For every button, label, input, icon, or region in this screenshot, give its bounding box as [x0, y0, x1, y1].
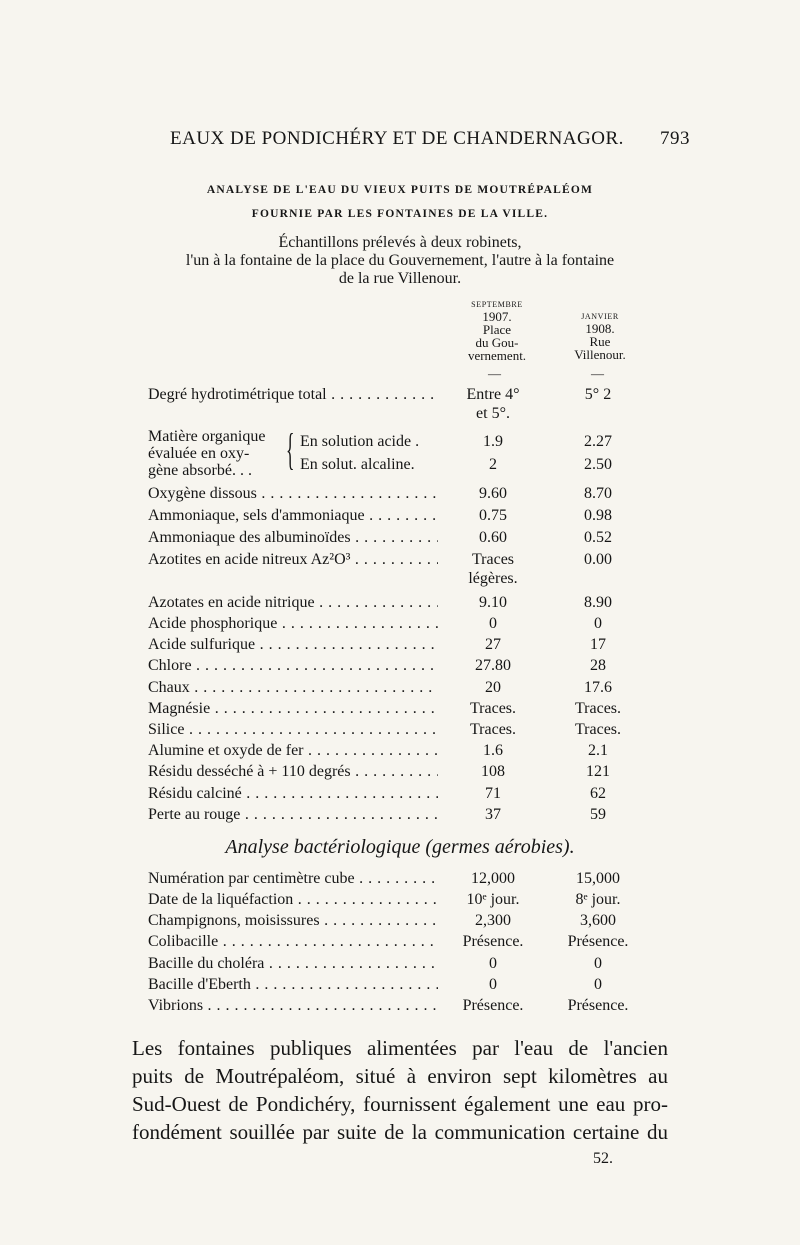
- body-paragraph: [132, 1034, 668, 1146]
- row-value-col2: 2.1: [588, 742, 608, 759]
- table-title-line-2: FOURNIE PAR LES FONTAINES DE LA VILLE.: [251, 208, 549, 220]
- row-label: Degré hydrotimétrique total . . .: [148, 386, 438, 404]
- column-1-year: 1907.: [482, 309, 512, 324]
- row-value-col2: 62: [590, 785, 606, 802]
- column-2-place-2: Villenour.: [574, 347, 626, 362]
- row-value-col1: 10ᵉ jour.: [466, 891, 520, 908]
- row-value-col2: 0: [594, 955, 602, 972]
- intro-line-2: l'un à la fontaine de la place du Gouvernement, l'autre à la fontaine: [185, 252, 615, 269]
- row-label: Alumine et oxyde de fer . . .: [148, 742, 438, 760]
- table-row: [148, 955, 648, 977]
- column-2-place-1: Rue: [589, 334, 611, 349]
- table-row: [148, 806, 648, 828]
- column-2-dash: —: [591, 366, 604, 381]
- paragraph-line-1: Les fontaines publiques alimentées par l'eau de l'ancien: [132, 1036, 668, 1060]
- row-value-col1: Traces.: [469, 700, 517, 717]
- column-2-month: JANVIER: [581, 312, 619, 321]
- row-value-col2: Traces.: [574, 700, 622, 717]
- row-label: Perte au rouge . . .: [148, 806, 438, 824]
- table-row: [148, 976, 648, 998]
- row-label: Chlore . . .: [148, 657, 438, 675]
- row-value-col2: 8.70: [584, 485, 612, 502]
- organic-label-line-2: évaluée en oxy-: [148, 445, 250, 462]
- table-row: [148, 997, 648, 1019]
- row-value-col1: 1.6: [483, 742, 503, 759]
- row-label: Magnésie . . .: [148, 700, 438, 718]
- table-row: [148, 615, 648, 637]
- row-value-col1: 37: [485, 806, 501, 823]
- running-head: [170, 128, 690, 150]
- row-value-col2: 3,600: [580, 912, 616, 929]
- row-label: Chaux . . .: [148, 679, 438, 697]
- row-label: Vibrions . . .: [148, 997, 438, 1015]
- column-header-1: [452, 300, 542, 362]
- row-label: Silice . . .: [148, 721, 438, 739]
- row-value-col1: Présence.: [462, 933, 524, 950]
- organic-alkaline-col2: 2.50: [584, 456, 612, 473]
- row-value-col1: 0.60: [479, 529, 507, 546]
- table-row: [148, 405, 648, 427]
- row-value-col1: 71: [485, 785, 501, 802]
- row-label: Acide sulfurique . . .: [148, 636, 438, 654]
- table-row: [148, 700, 648, 722]
- row-label: Azotites en acide nitreux Az²O³ . . .: [148, 551, 438, 569]
- intro-line-3: de la rue Villenour.: [338, 270, 462, 287]
- running-head-title: EAUX DE PONDICHÉRY ET DE CHANDERNAGOR.: [170, 128, 624, 149]
- organic-alkaline-label: En solut. alcaline.: [300, 456, 415, 473]
- row-value-col2: 8ᵉ jour.: [575, 891, 621, 908]
- row-value-col2: Présence.: [567, 933, 629, 950]
- column-1-place-3: vernement.: [467, 348, 527, 363]
- row-label: Résidu desséché à + 110 degrés . . .: [148, 763, 438, 781]
- table-row: [148, 529, 648, 551]
- row-value-col2: 17.6: [584, 679, 612, 696]
- row-value-col1: Entre 4°: [466, 386, 520, 403]
- row-label: Résidu calciné . . .: [148, 785, 438, 803]
- row-label: Date de la liquéfaction . . .: [148, 891, 438, 909]
- organic-acid-col2: 2.27: [584, 433, 612, 450]
- row-value-col1: Traces: [471, 551, 515, 568]
- row-label: Ammoniaque, sels d'ammoniaque . . .: [148, 507, 438, 525]
- table-row: [148, 507, 648, 529]
- table-row: [148, 636, 648, 658]
- row-value-col2: Traces.: [574, 721, 622, 738]
- signature-mark: 52.: [593, 1150, 613, 1167]
- row-value-col2: Présence.: [567, 997, 629, 1014]
- table-row: [148, 594, 648, 616]
- brace-icon: {: [286, 425, 295, 474]
- row-label: Bacille d'Eberth . . .: [148, 976, 438, 994]
- row-value-col1: Présence.: [462, 997, 524, 1014]
- table-row: [148, 933, 648, 955]
- row-value-col2: 59: [590, 806, 606, 823]
- paragraph-line-4: fondément souillée par suite de la communication certaine du: [132, 1120, 668, 1144]
- column-1-place-2: du Gou-: [475, 335, 519, 350]
- row-label: Colibacille . . .: [148, 933, 438, 951]
- paragraph-line-3: Sud-Ouest de Pondichéry, fournissent également une eau pro-: [132, 1092, 668, 1116]
- row-value-col1: 27: [485, 636, 501, 653]
- table-row: [148, 891, 648, 913]
- table-row: [148, 721, 648, 743]
- row-value-col2: 0.52: [584, 529, 612, 546]
- column-1-month: SEPTEMBRE: [471, 300, 523, 309]
- table-row: [148, 912, 648, 934]
- row-label: Champignons, moisissures . . .: [148, 912, 438, 930]
- column-2-year: 1908.: [585, 321, 615, 336]
- row-label: Acide phosphorique . . .: [148, 615, 438, 633]
- page-number: 793: [660, 128, 690, 149]
- row-value-col1: 27.80: [475, 657, 511, 674]
- table-row: [148, 485, 648, 507]
- paragraph-line-2: puits de Moutrépaléom, situé à environ sept kilomètres au: [132, 1064, 668, 1088]
- row-value-col1: 0: [489, 976, 497, 993]
- table-title-line-1: ANALYSE DE L'EAU DU VIEUX PUITS DE MOUTRÉPALÉOM: [206, 184, 594, 196]
- row-label: Oxygène dissous . . .: [148, 485, 438, 503]
- row-value-col2: 0: [594, 615, 602, 632]
- organic-acid-col1: 1.9: [483, 433, 503, 450]
- row-label: Ammoniaque des albuminoïdes . . .: [148, 529, 438, 547]
- intro-line-1: Échantillons prélevés à deux robinets,: [278, 234, 522, 251]
- organic-label-line-3: gène absorbé. . .: [148, 462, 252, 479]
- row-value-col1: 0.75: [479, 507, 507, 524]
- row-value-col1: Traces.: [469, 721, 517, 738]
- row-value-col1: 9.60: [479, 485, 507, 502]
- organic-matter-label: [148, 428, 288, 479]
- organic-acid-label: En solution acide .: [300, 433, 420, 450]
- row-value-col1: 0: [489, 955, 497, 972]
- row-label: Numération par centimètre cube . . .: [148, 870, 438, 888]
- column-1-dash: —: [488, 366, 501, 381]
- row-value-col1: 2,300: [475, 912, 511, 929]
- row-value-col1: légères.: [468, 570, 518, 587]
- row-label: Azotates en acide nitrique . . .: [148, 594, 438, 612]
- table-row: [148, 679, 648, 701]
- row-value-col1: 20: [485, 679, 501, 696]
- organic-label-line-1: Matière organique: [148, 428, 266, 445]
- row-value-col2: 8.90: [584, 594, 612, 611]
- table-row: [148, 570, 648, 592]
- row-value-col2: 28: [590, 657, 606, 674]
- row-value-col2: 15,000: [576, 870, 620, 887]
- bacteriological-heading: Analyse bactériologique (germes aérobies).: [225, 836, 575, 858]
- row-value-col2: 0.00: [584, 551, 612, 568]
- organic-matter-block: [148, 425, 648, 488]
- row-value-col2: 0: [594, 976, 602, 993]
- row-value-col2: 121: [586, 763, 610, 780]
- row-value-col1: 108: [481, 763, 505, 780]
- row-value-col2: 0.98: [584, 507, 612, 524]
- table-row: [148, 763, 648, 785]
- row-value-col2: 17: [590, 636, 606, 653]
- table-row: [148, 785, 648, 807]
- table-row: [148, 870, 648, 892]
- row-value-col1: et 5°.: [476, 405, 510, 422]
- row-value-col1: 0: [489, 615, 497, 632]
- row-label: Bacille du choléra . . .: [148, 955, 438, 973]
- table-row: [148, 742, 648, 764]
- row-value-col1: 12,000: [471, 870, 515, 887]
- column-1-place-1: Place: [482, 322, 512, 337]
- table-row: [148, 657, 648, 679]
- row-value-col2: 5° 2: [584, 386, 612, 403]
- row-value-col1: 9.10: [479, 594, 507, 611]
- column-header-2: [555, 312, 645, 361]
- organic-alkaline-col1: 2: [489, 456, 497, 473]
